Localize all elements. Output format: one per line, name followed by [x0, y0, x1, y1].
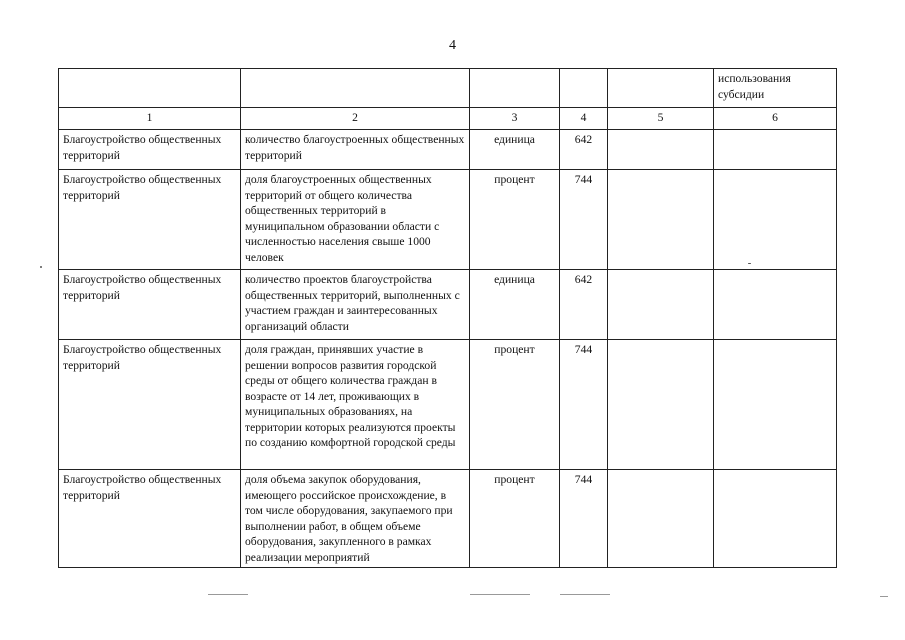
- row-col5: [608, 170, 714, 270]
- row-indicator: количество благоустроенных общественных территорий: [241, 130, 470, 170]
- row-indicator: доля объема закупок оборудования, имеющего российское происхождение, в том числе оборудования, закупаемого при выполнении работ, в общем объеме оборудования, закупленного в рамках реализации мероприятий: [241, 470, 470, 568]
- row-unit: единица: [470, 270, 560, 340]
- row-unit: процент: [470, 170, 560, 270]
- header-cell-4: [560, 69, 608, 108]
- row-col6: [714, 130, 837, 170]
- header-cell-6: использования субсидии: [714, 69, 837, 108]
- table-row: [59, 130, 837, 170]
- header-cell-2: [241, 69, 470, 108]
- table-row: [59, 340, 837, 470]
- row-indicator: доля благоустроенных общественных территорий от общего количества общественных территорий в муниципальном образовании области с численностью населения свыше 1000 человек: [241, 170, 470, 270]
- row-col5: [608, 340, 714, 470]
- table-row: [59, 470, 837, 568]
- row-name: Благоустройство общественных территорий: [59, 130, 241, 170]
- row-code: 642: [560, 130, 608, 170]
- header-cell-3: [470, 69, 560, 108]
- row-unit: процент: [470, 470, 560, 568]
- row-code: 744: [560, 170, 608, 270]
- row-code: 744: [560, 470, 608, 568]
- row-name: Благоустройство общественных территорий: [59, 270, 241, 340]
- header-row: [59, 69, 837, 108]
- column-number: 2: [241, 108, 470, 130]
- row-code: 642: [560, 270, 608, 340]
- column-number: 5: [608, 108, 714, 130]
- row-code: 744: [560, 340, 608, 470]
- table-row: [59, 270, 837, 340]
- row-unit: единица: [470, 130, 560, 170]
- row-indicator: доля граждан, принявших участие в решении вопросов развития городской среды от общего количества граждан в возрасте от 14 лет, проживающих в муниципальных образованиях, на территории которых реализуются проекты по созданию комфортной городской среды: [241, 340, 470, 470]
- header-cell-1: [59, 69, 241, 108]
- row-col6: [714, 270, 837, 340]
- row-col6: [714, 340, 837, 470]
- row-indicator: количество проектов благоустройства общественных территорий, выполненных с участием граждан и заинтересованных организаций области: [241, 270, 470, 340]
- scan-line: [560, 594, 610, 595]
- column-number: 6: [714, 108, 837, 130]
- row-col5: [608, 130, 714, 170]
- row-col6: [714, 170, 837, 270]
- header-cell-5: [608, 69, 714, 108]
- row-col5: [608, 270, 714, 340]
- row-col6: [714, 470, 837, 568]
- row-name: Благоустройство общественных территорий: [59, 170, 241, 270]
- scan-line: [880, 596, 888, 597]
- column-number: 4: [560, 108, 608, 130]
- page-number: 4: [449, 38, 456, 53]
- column-number: 3: [470, 108, 560, 130]
- scan-line: [208, 594, 248, 595]
- row-col5: [608, 470, 714, 568]
- row-name: Благоустройство общественных территорий: [59, 340, 241, 470]
- table-row: [59, 170, 837, 270]
- indicators-table: [58, 68, 837, 568]
- column-number-row: [59, 108, 837, 130]
- row-unit: процент: [470, 340, 560, 470]
- scan-dot: [748, 263, 751, 264]
- column-number: 1: [59, 108, 241, 130]
- scan-line: [470, 594, 530, 595]
- scan-dot: [40, 266, 42, 268]
- row-name: Благоустройство общественных территорий: [59, 470, 241, 568]
